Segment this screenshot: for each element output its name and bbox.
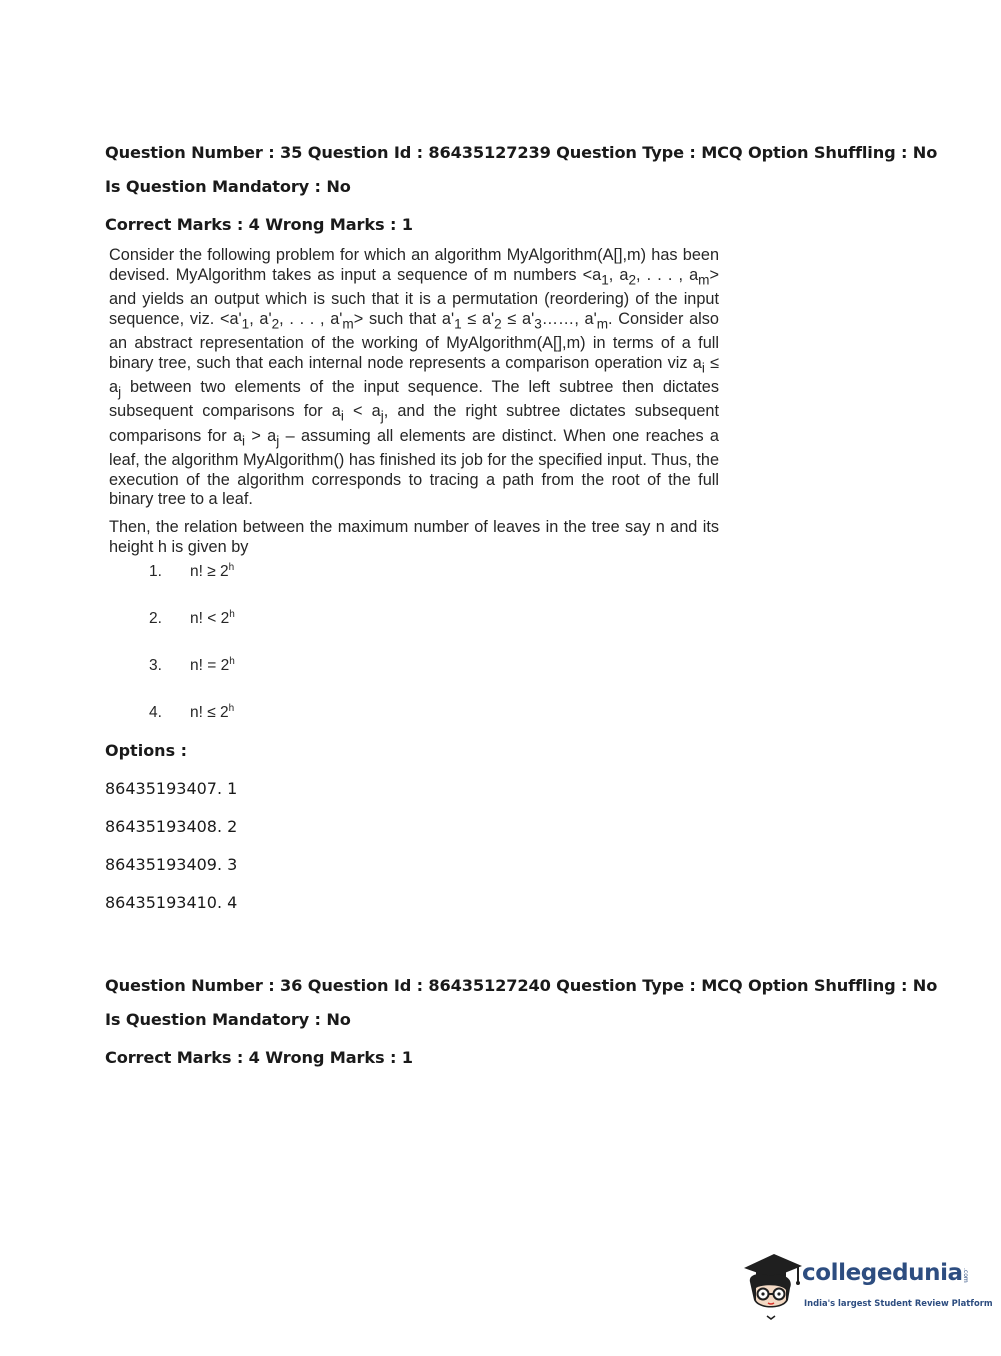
question-36-header: Question Number : 36 Question Id : 86435127240 Question Type : MCQ Option Shuffling : No (105, 976, 938, 995)
option-3: 86435193409. 3 (105, 855, 238, 874)
logo-com: .com (962, 1268, 969, 1283)
question-35-body (109, 246, 719, 558)
choice-3: 3. n! = $2^h$ (149, 656, 235, 674)
logo-tagline: India's largest Student Review Platform (804, 1298, 993, 1308)
option-1: 86435193407. 1 (105, 779, 238, 798)
question-36-marks: Correct Marks : 4 Wrong Marks : 1 (105, 1048, 413, 1067)
question-36-mandatory: Is Question Mandatory : No (105, 1010, 351, 1029)
question-35-paragraph-2: Then, the relation between the maximum number of leaves in the tree say n and its height h is given by (109, 518, 719, 557)
question-35-mandatory: Is Question Mandatory : No (105, 177, 351, 196)
option-4: 86435193410. 4 (105, 893, 238, 912)
question-35-marks: Correct Marks : 4 Wrong Marks : 1 (105, 215, 413, 234)
collegedunia-logo (740, 1248, 993, 1323)
choice-4: 4. n! ≤ $2^h$ (149, 703, 235, 721)
choice-2: 2. n! < $2^h$ (149, 609, 235, 627)
logo-wordmark: collegedunia (802, 1260, 963, 1286)
options-heading: Options : (105, 741, 188, 760)
choice-1: 1. n! ≥ $2^h$ (149, 562, 235, 580)
question-35-header: Question Number : 35 Question Id : 86435127239 Question Type : MCQ Option Shuffling : No (105, 143, 938, 162)
mascot-icon (740, 1248, 802, 1323)
option-2: 86435193408. 2 (105, 817, 238, 836)
question-35-paragraph-1: Consider the following problem for which an algorithm MyAlgorithm(A[],m) has been devised. MyAlgorithm takes as input a sequence of m numbers $<a_1$, $a_2$, . . . , $a_m>$ and yields an output which is such that it is a permutation (reordering) of the input sequence, viz. $<a'_1$, $a'_2$, . . . , $a'_m>$ such that $a'_1 \le a'_2$ ≤ $a'_3\dots\dots$, $a'_m$. Consider also an abstract representation of the working of MyAlgorithm(A[],m) in terms of a full binary tree, such that each internal node represents a comparison operation viz $a_i \le a_j$ between two elements of the input sequence. The left subtree then dictates subsequent comparisons for $a_i < a_j$, and the right subtree dictates subsequent comparisons for $a_i > a_j$ – assuming all elements are distinct. When one reaches a leaf, the algorithm MyAlgorithm() has finished its job for the specified input. Thus, the execution of the algorithm corresponds to tracing a path from the root of the full binary tree to a leaf. (109, 246, 719, 509)
